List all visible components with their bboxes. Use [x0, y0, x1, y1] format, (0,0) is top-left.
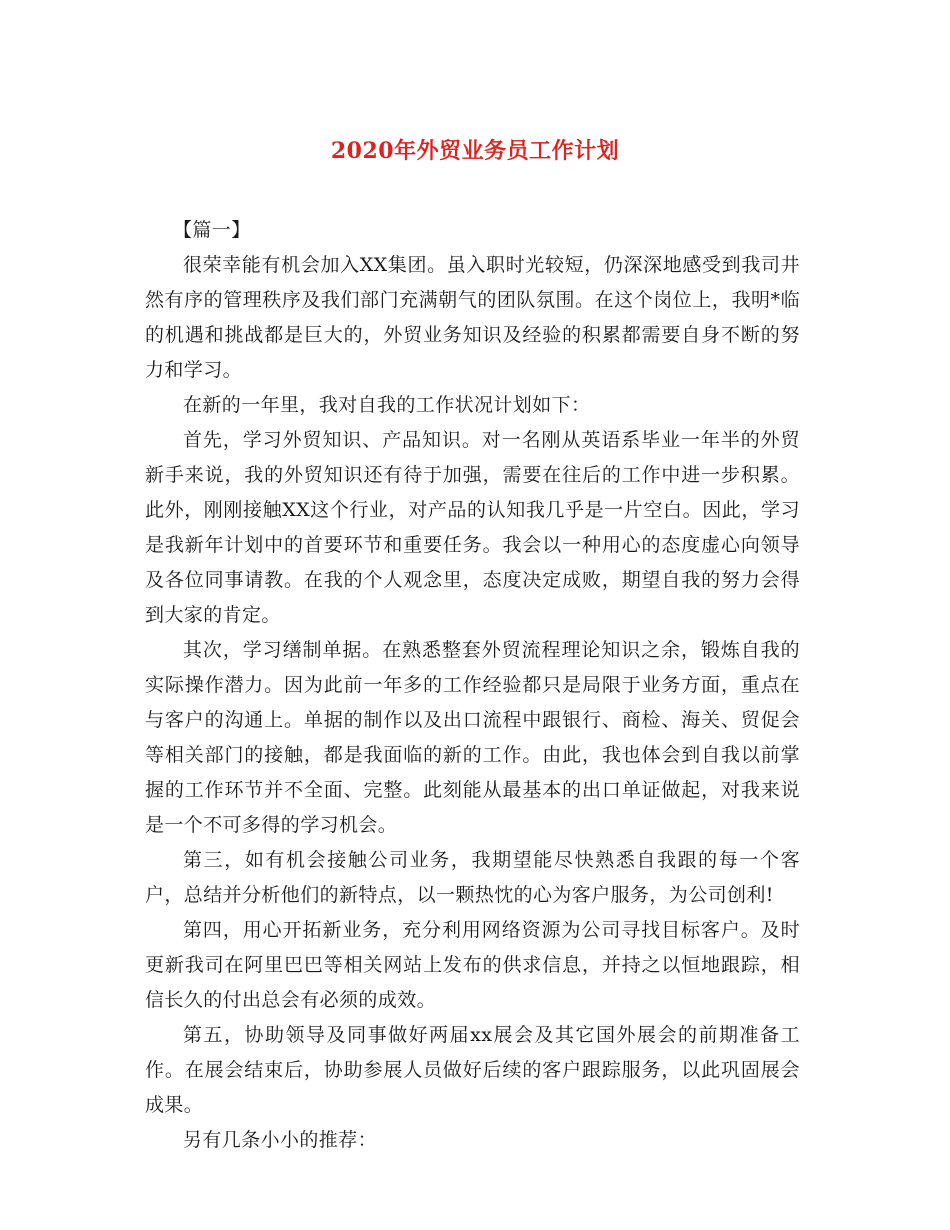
- paragraph-third: 第三，如有机会接触公司业务，我期望能尽快熟悉自我跟的每一个客户，总结并分析他们的新特点，以一颗热忱的心为客户服务，为公司创利!: [145, 849, 800, 906]
- paragraph-intro: 很荣幸能有机会加入XX集团。虽入职时光较短，仍深深地感受到我司井然有序的管理秩序及我们部门充满朝气的团队氛围。在这个岗位上，我明*临的机遇和挑战都是巨大的，外贸业务知识及经验的积累都需要自身不断的努力和学习。: [145, 254, 800, 381]
- paragraph-first: 首先，学习外贸知识、产品知识。对一名刚从英语系毕业一年半的外贸新手来说，我的外贸知识还有待于加强，需要在往后的工作中进一步积累。此外，刚刚接触XX这个行业，对产品的认知我几乎是一片空白。因此，学习是我新年计划中的首要环节和重要任务。我会以一种用心的态度虚心向领导及各位同事请教。在我的个人观念里，态度决定成败，期望自我的努力会得到大家的肯定。: [145, 429, 800, 626]
- paragraph-plan-lead: 在新的一年里，我对自我的工作状况计划如下：: [183, 394, 591, 416]
- paragraph-fourth: 第四，用心开拓新业务，充分利用网络资源为公司寻找目标客户。及时更新我司在阿里巴巴等相关网站上发布的供求信息，并持之以恒地跟踪，相信长久的付出总会有必须的成效。: [145, 919, 800, 1011]
- paragraph-fifth: 第五，协助领导及同事做好两届xx展会及其它国外展会的前期准备工作。在展会结束后，协助参展人员做好后续的客户跟踪服务，以此巩固展会成果。: [145, 1024, 800, 1116]
- document-title: 2020年外贸业务员工作计划: [330, 138, 620, 164]
- document-body: [145, 213, 800, 1158]
- paragraph-suggestions-lead: 另有几条小小的推荐：: [183, 1129, 378, 1151]
- section-heading: 【篇一】: [173, 219, 251, 241]
- paragraph-second: 其次，学习缮制单据。在熟悉整套外贸流程理论知识之余，锻炼自我的实际操作潜力。因为此前一年多的工作经验都只是局限于业务方面，重点在与客户的沟通上。单据的制作以及出口流程中跟银行、商检、海关、贸促会等相关部门的接触，都是我面临的新的工作。由此，我也体会到自我以前掌握的工作环节并不全面、完整。此刻能从最基本的出口单证做起，对我来说是一个不可多得的学习机会。: [145, 639, 800, 836]
